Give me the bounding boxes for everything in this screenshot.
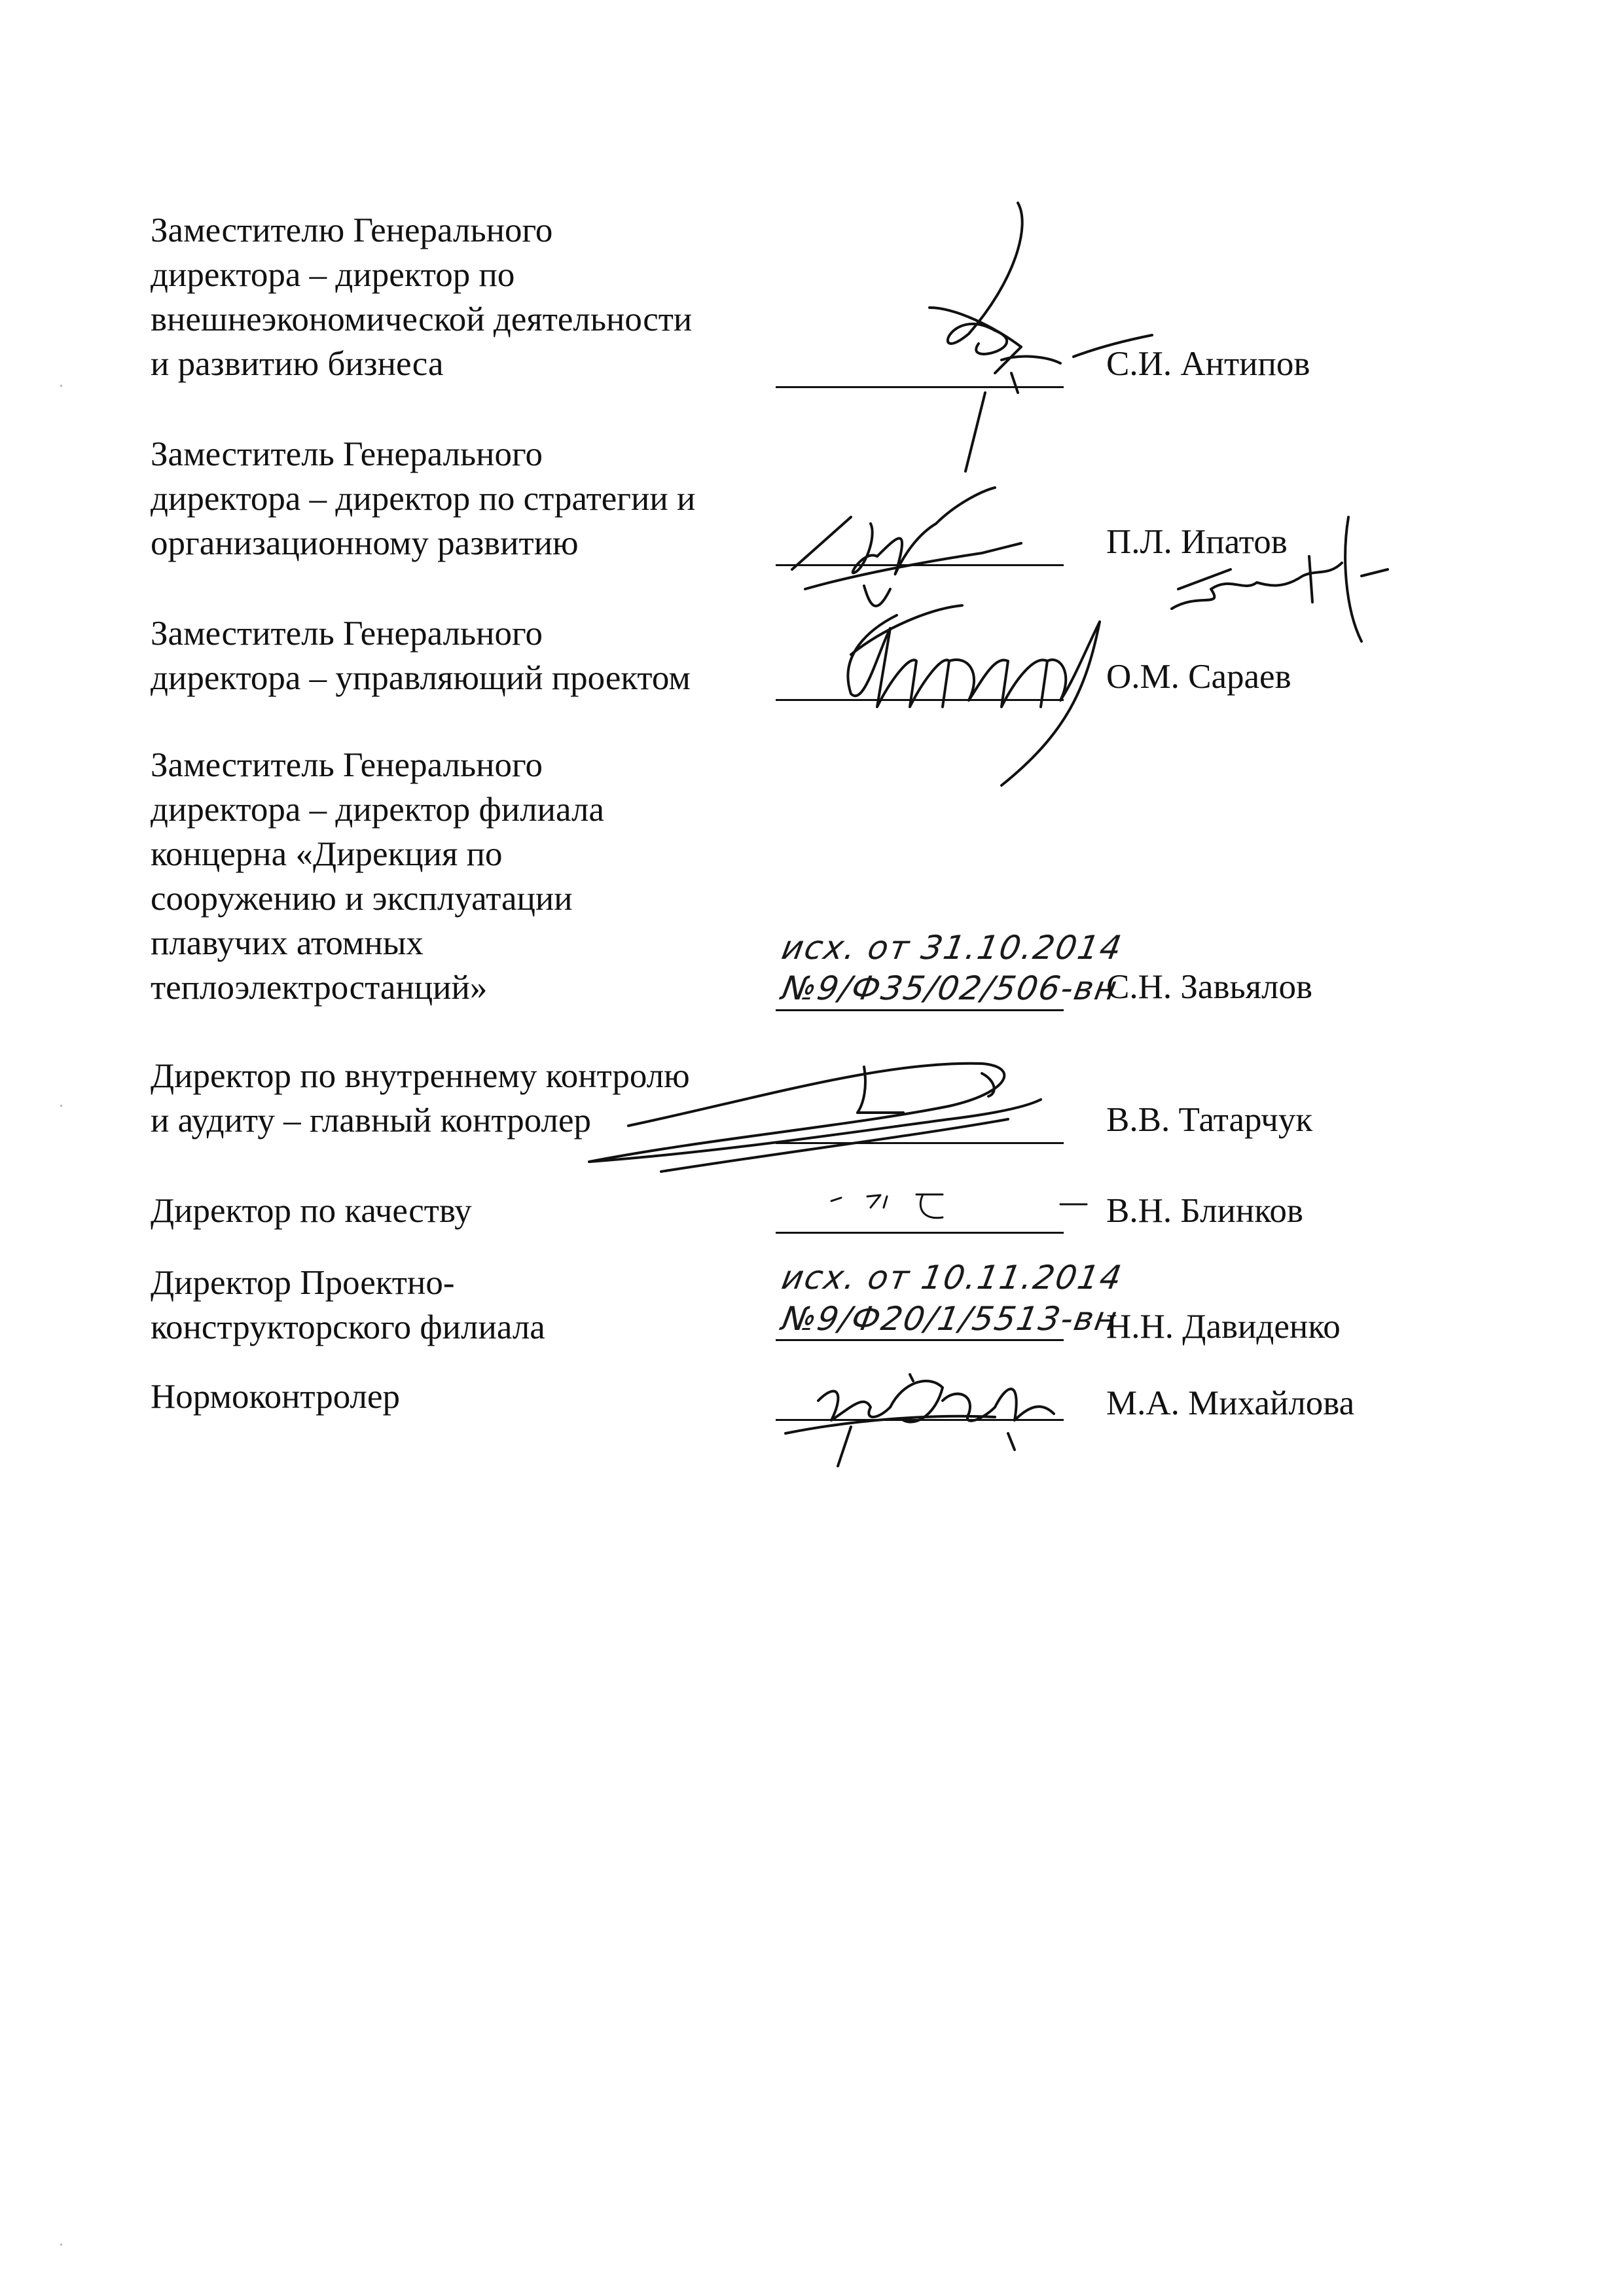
signature-line <box>776 564 1064 566</box>
signature-antipov <box>929 203 1152 471</box>
signatory-position-mikhailova <box>151 1374 772 1419</box>
position-line: теплоэлектростанций» <box>151 969 488 1007</box>
signatory-position-antipov <box>151 208 772 386</box>
signatory-position-saraev <box>151 611 772 700</box>
position-line: директора – директор по <box>151 256 515 294</box>
scan-speck <box>60 2244 62 2246</box>
position-line: и развитию бизнеса <box>151 345 444 383</box>
signature-line <box>776 386 1064 388</box>
position-line: Директор по внутреннему контролю <box>151 1057 690 1095</box>
position-line: и аудиту – главный контролер <box>151 1102 592 1139</box>
position-line: организационному развитию <box>151 524 579 562</box>
position-line: конструкторского филиала <box>151 1308 545 1346</box>
handwritten-ref-note: исх. от 31.10.2014 <box>778 929 1126 967</box>
signatory-name: М.А. Михайлова <box>1106 1384 1355 1422</box>
handwritten-ref-note: №9/Ф20/1/5513-вн <box>778 1300 1121 1338</box>
position-line: директора – управляющий проектом <box>151 659 691 697</box>
position-line: Нормоконтролер <box>151 1378 401 1416</box>
position-line: Заместитель Генерального <box>151 435 543 473</box>
position-line: директора – директор филиала <box>151 791 604 829</box>
signatory-position-zavyalov <box>151 743 772 1010</box>
scan-speck <box>60 1105 62 1107</box>
signature-line <box>776 1419 1064 1421</box>
signatory-name: С.Н. Завьялов <box>1106 968 1312 1006</box>
scan-speck <box>60 385 62 387</box>
handwritten-ref-note: №9/Ф35/02/506-вн <box>778 969 1121 1007</box>
position-line: концерна «Дирекция по <box>151 835 503 873</box>
position-line: внешнеэкономической деятельности <box>151 300 693 338</box>
signatory-position-ipatov <box>151 432 772 565</box>
signature-line <box>776 1339 1064 1341</box>
handwritten-ref-note: исх. от 10.11.2014 <box>778 1259 1126 1297</box>
position-line: Заместитель Генерального <box>151 615 543 653</box>
signatory-name: Н.Н. Давиденко <box>1106 1308 1341 1346</box>
signatory-position-tatarchuk <box>151 1054 772 1143</box>
signatory-name: П.Л. Ипатов <box>1106 523 1288 561</box>
signature-line <box>776 1232 1064 1234</box>
signatory-name: В.Н. Блинков <box>1106 1192 1303 1230</box>
signature-line <box>776 1142 1064 1144</box>
signatory-name: С.И. Антипов <box>1106 345 1310 383</box>
position-line: сооружению и эксплуатации <box>151 880 573 918</box>
position-line: Директор Проектно- <box>151 1264 455 1302</box>
signature-ipatov <box>792 488 1021 606</box>
signatory-name: В.В. Татарчук <box>1106 1101 1313 1139</box>
position-line: Заместитель Генерального <box>151 746 543 784</box>
position-line: плавучих атомных <box>151 924 424 962</box>
position-line: директора – директор по стратегии и <box>151 480 696 518</box>
signature-blinkov <box>831 1194 1087 1218</box>
signatory-position-davidenko <box>151 1261 772 1350</box>
signatory-position-blinkov <box>151 1189 772 1233</box>
position-line: Заместителю Генерального <box>151 211 553 249</box>
position-line: Директор по качеству <box>151 1192 472 1230</box>
signature-saraev <box>848 605 1100 785</box>
signatory-name: О.М. Сараев <box>1106 658 1291 696</box>
signature-line <box>776 1009 1064 1011</box>
signature-line <box>776 699 1064 701</box>
